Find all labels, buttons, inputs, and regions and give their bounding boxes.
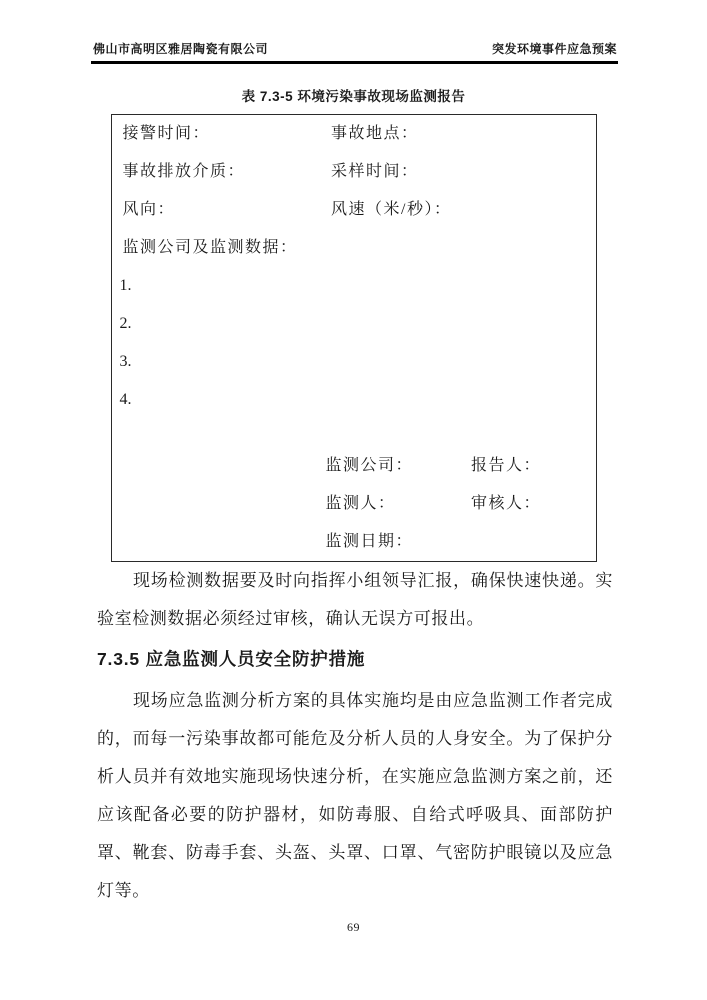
form-row-monitor-reviewer [112, 485, 596, 523]
monitoring-report-form [111, 114, 597, 562]
form-label-accident-location: 事故地点： [331, 125, 419, 142]
data-line-3: 3. [119, 353, 132, 370]
form-label-wind-speed: 风速（米/秒）： [331, 201, 452, 218]
table-title: 表 7.3-5 环境污染事故现场监测报告 [241, 89, 466, 104]
data-line-1: 1. [119, 277, 132, 294]
data-line-2: 2. [119, 315, 132, 332]
form-label-reviewer: 审核人： [471, 495, 542, 512]
form-label-monitoring-company: 监测公司： [325, 457, 414, 474]
form-row-wind [112, 191, 596, 229]
form-label-alarm-time: 接警时间： [122, 125, 211, 142]
page-number: 69 [347, 920, 360, 934]
form-row-company-reporter [112, 447, 596, 485]
header-company-name: 佛山市高明区雅居陶瓷有限公司 [93, 42, 269, 56]
paragraph-report-requirements: 现场检测数据要及时向指挥小组领导汇报，确保快速快递。实验室检测数据必须经过审核，确认无误方可报出。 [97, 571, 613, 628]
header-rule [91, 61, 618, 64]
form-label-wind-direction: 风向： [122, 201, 176, 218]
form-label-reporter: 报告人： [471, 457, 542, 474]
form-label-monitoring-data: 监测公司及监测数据： [122, 239, 298, 256]
form-label-discharge-medium: 事故排放介质： [122, 163, 246, 180]
form-label-monitor-date: 监测日期： [325, 533, 414, 550]
data-line-4: 4. [119, 391, 132, 408]
form-label-sampling-time: 采样时间： [331, 163, 419, 180]
section-heading-735: 7.3.5 应急监测人员安全防护措施 [97, 649, 366, 669]
form-row-monitor-date [112, 523, 596, 561]
form-row-medium-sampling [112, 153, 596, 191]
form-spacer [112, 419, 596, 447]
paragraph-protection-measures: 现场应急监测分析方案的具体实施均是由应急监测工作者完成的，而每一污染事故都可能危及分析人员的人身安全。为了保护分析人员并有效地实施现场快速分析，在实施应急监测方案之前，还应该配备必要的防护器材，如防毒服、自给式呼吸具、面部防护罩、靴套、防毒手套、头盔、头罩、口罩、气密防护眼镜以及应急灯等。 [97, 691, 613, 900]
header-doc-title: 突发环境事件应急预案 [491, 42, 617, 56]
page-header [93, 42, 617, 57]
form-row-alarm-location [112, 115, 596, 153]
form-label-monitor-person: 监测人： [325, 495, 396, 512]
